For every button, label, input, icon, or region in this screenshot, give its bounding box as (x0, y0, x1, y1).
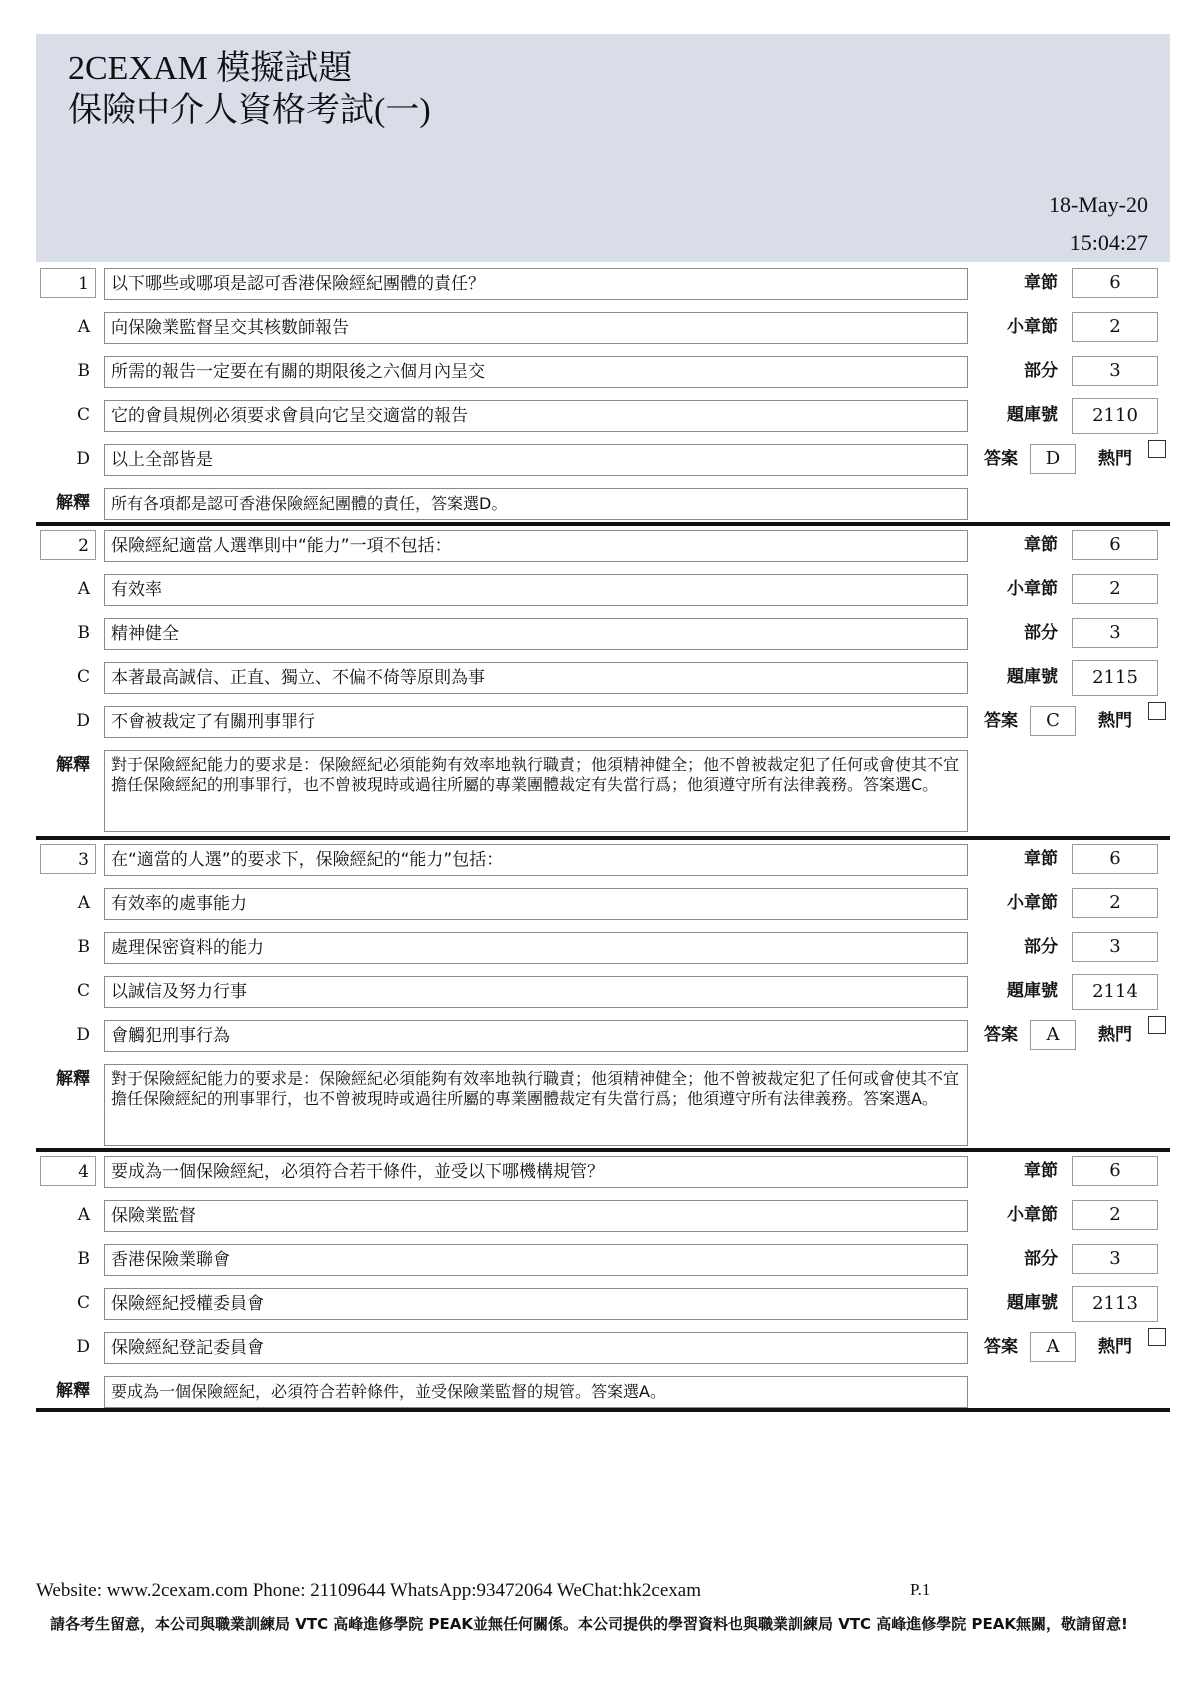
option-label-c: C (76, 667, 90, 687)
option-label-b: B (77, 1249, 90, 1269)
print-time: 15:04:27 (1069, 230, 1148, 255)
hot-checkbox[interactable] (1148, 1016, 1166, 1034)
hot-label: 熱門 (1098, 711, 1132, 731)
subchapter-label: 小章節 (1007, 893, 1058, 913)
option-d: 保險經紀登記委員會 (104, 1332, 968, 1364)
option-label-a: A (77, 579, 90, 599)
explanation-label: 解釋 (56, 493, 90, 513)
question-number: 3 (40, 844, 96, 874)
option-d: 會觸犯刑事行為 (104, 1020, 968, 1052)
answer-value: C (1030, 706, 1076, 736)
answer-label: 答案 (984, 711, 1018, 731)
footer-notice: 請各考生留意，本公司與職業訓練局 VTC 高峰進修學院 PEAK並無任何關係。本公司提供的學習資料也與職業訓練局 VTC 高峰進修學院 PEAK無關，敬請留意! (50, 1615, 1128, 1633)
option-c: 保險經紀授權委員會 (104, 1288, 968, 1320)
hot-checkbox[interactable] (1148, 702, 1166, 720)
part-value: 3 (1072, 932, 1158, 962)
option-label-d: D (76, 1025, 90, 1045)
bank-no-value: 2113 (1072, 1286, 1158, 1322)
hot-label: 熱門 (1098, 449, 1132, 469)
chapter-label: 章節 (1024, 535, 1058, 555)
explanation-label: 解釋 (56, 755, 90, 775)
question-number: 2 (40, 530, 96, 560)
hot-checkbox[interactable] (1148, 440, 1166, 458)
question-text: 在“適當的人選”的要求下，保險經紀的“能力”包括： (104, 844, 968, 876)
question-text: 要成為一個保險經紀，必須符合若干條件，並受以下哪機構規管？ (104, 1156, 968, 1188)
answer-value: A (1030, 1020, 1076, 1050)
explanation-label: 解釋 (56, 1069, 90, 1089)
answer-value: A (1030, 1332, 1076, 1362)
option-d: 不會被裁定了有關刑事罪行 (104, 706, 968, 738)
subchapter-value: 2 (1072, 574, 1158, 604)
option-label-c: C (76, 981, 90, 1001)
chapter-value: 6 (1072, 844, 1158, 874)
option-b: 精神健全 (104, 618, 968, 650)
option-c: 以誠信及努力行事 (104, 976, 968, 1008)
subchapter-value: 2 (1072, 1200, 1158, 1230)
option-label-c: C (76, 405, 90, 425)
part-label: 部分 (1024, 1249, 1058, 1269)
option-a: 向保險業監督呈交其核數師報告 (104, 312, 968, 344)
question-number: 4 (40, 1156, 96, 1186)
option-label-a: A (77, 317, 90, 337)
answer-label: 答案 (984, 449, 1018, 469)
subchapter-label: 小章節 (1007, 1205, 1058, 1225)
chapter-label: 章節 (1024, 1161, 1058, 1181)
subchapter-value: 2 (1072, 312, 1158, 342)
explanation-text: 對于保險經紀能力的要求是：保險經紀必須能夠有效率地執行職責；他須精神健全；他不曾被裁定犯了任何或會使其不宜擔任保險經紀的刑事罪行，也不曾被現時或過往所屬的專業團體裁定有失當行爲；他須遵守所有法律義務。答案選C。 (104, 750, 968, 832)
option-c: 它的會員規例必須要求會員向它呈交適當的報告 (104, 400, 968, 432)
header-banner (36, 34, 1170, 262)
chapter-value: 6 (1072, 530, 1158, 560)
hot-label: 熱門 (1098, 1337, 1132, 1357)
question-divider (36, 1408, 1170, 1412)
option-label-d: D (76, 711, 90, 731)
bank-no-value: 2114 (1072, 974, 1158, 1010)
part-label: 部分 (1024, 623, 1058, 643)
option-d: 以上全部皆是 (104, 444, 968, 476)
answer-value: D (1030, 444, 1076, 474)
option-label-c: C (76, 1293, 90, 1313)
hot-label: 熱門 (1098, 1025, 1132, 1045)
bank-no-label: 題庫號 (1007, 981, 1058, 1001)
option-label-b: B (77, 623, 90, 643)
part-label: 部分 (1024, 361, 1058, 381)
exam-subtitle: 保險中介人資格考試(一) (68, 92, 431, 129)
chapter-label: 章節 (1024, 849, 1058, 869)
bank-no-value: 2115 (1072, 660, 1158, 696)
page-number: P.1 (910, 1580, 931, 1599)
option-a: 有效率 (104, 574, 968, 606)
bank-no-value: 2110 (1072, 398, 1158, 434)
option-label-a: A (77, 1205, 90, 1225)
question-number: 1 (40, 268, 96, 298)
answer-label: 答案 (984, 1025, 1018, 1045)
print-date: 18-May-20 (1049, 192, 1148, 217)
explanation-text: 要成為一個保險經紀，必須符合若幹條件，並受保險業監督的規管。答案選A。 (104, 1376, 968, 1408)
part-label: 部分 (1024, 937, 1058, 957)
option-label-b: B (77, 361, 90, 381)
option-a: 有效率的處事能力 (104, 888, 968, 920)
question-text: 保險經紀適當人選準則中“能力”一項不包括： (104, 530, 968, 562)
hot-checkbox[interactable] (1148, 1328, 1166, 1346)
question-divider (36, 522, 1170, 526)
part-value: 3 (1072, 1244, 1158, 1274)
explanation-text: 對于保險經紀能力的要求是：保險經紀必須能夠有效率地執行職責；他須精神健全；他不曾被裁定犯了任何或會使其不宜擔任保險經紀的刑事罪行，也不曾被現時或過往所屬的專業團體裁定有失當行爲；他須遵守所有法律義務。答案選A。 (104, 1064, 968, 1146)
chapter-label: 章節 (1024, 273, 1058, 293)
bank-no-label: 題庫號 (1007, 1293, 1058, 1313)
option-b: 處理保密資料的能力 (104, 932, 968, 964)
option-label-d: D (76, 449, 90, 469)
subchapter-value: 2 (1072, 888, 1158, 918)
explanation-text: 所有各項都是認可香港保險經紀團體的責任，答案選D。 (104, 488, 968, 520)
answer-label: 答案 (984, 1337, 1018, 1357)
option-b: 所需的報告一定要在有關的期限後之六個月內呈交 (104, 356, 968, 388)
option-label-d: D (76, 1337, 90, 1357)
part-value: 3 (1072, 356, 1158, 386)
question-divider (36, 1148, 1170, 1152)
option-label-b: B (77, 937, 90, 957)
bank-no-label: 題庫號 (1007, 667, 1058, 687)
option-label-a: A (77, 893, 90, 913)
subchapter-label: 小章節 (1007, 579, 1058, 599)
option-c: 本著最高誠信、正直、獨立、不偏不倚等原則為事 (104, 662, 968, 694)
chapter-value: 6 (1072, 268, 1158, 298)
explanation-label: 解釋 (56, 1381, 90, 1401)
part-value: 3 (1072, 618, 1158, 648)
chapter-value: 6 (1072, 1156, 1158, 1186)
question-text: 以下哪些或哪項是認可香港保險經紀團體的責任？ (104, 268, 968, 300)
question-divider (36, 836, 1170, 840)
subchapter-label: 小章節 (1007, 317, 1058, 337)
exam-title: 2CEXAM 模擬試題 (68, 50, 353, 87)
option-b: 香港保險業聯會 (104, 1244, 968, 1276)
option-a: 保險業監督 (104, 1200, 968, 1232)
bank-no-label: 題庫號 (1007, 405, 1058, 425)
footer-contact: Website: www.2cexam.com Phone: 21109644 WhatsApp:93472064 WeChat:hk2cexam (36, 1580, 701, 1601)
